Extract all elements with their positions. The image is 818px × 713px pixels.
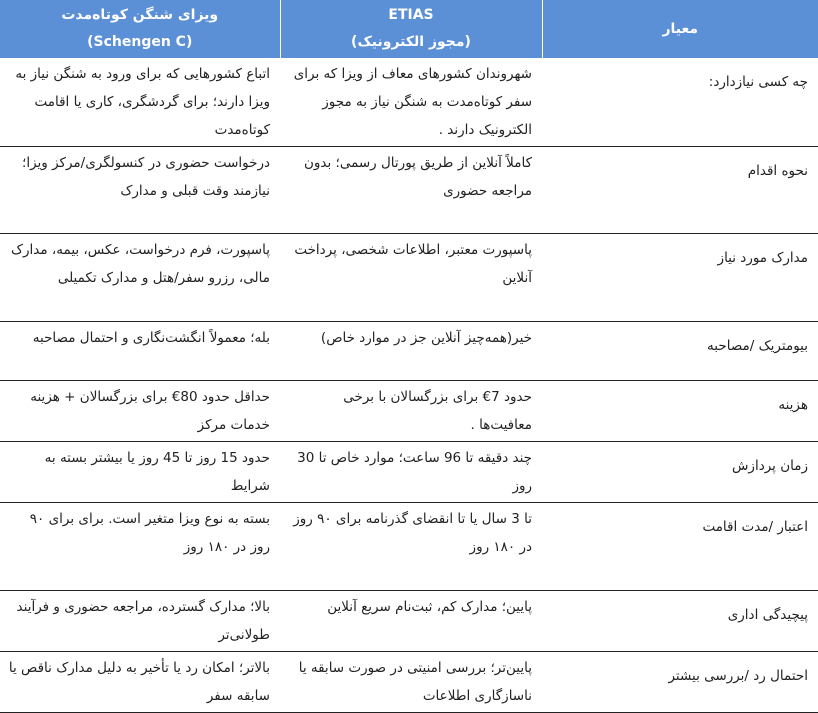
table-row xyxy=(0,442,818,503)
header-schengen-subtitle: (Schengen C) xyxy=(87,34,193,50)
criterion-cell: مدارک مورد نیاز xyxy=(542,234,818,322)
schengen-cell: بسته به نوع ویزا متغیر است. برای برای ۹۰ روز در ۱۸۰ روز xyxy=(0,503,280,591)
table-row xyxy=(0,147,818,234)
header-etias-title: ETIAS xyxy=(388,7,434,23)
schengen-cell: حداقل حدود 80€ برای بزرگسالان + هزینه خدمات مرکز xyxy=(0,381,280,442)
criterion-cell: پیچیدگی اداری xyxy=(542,591,818,652)
header-schengen xyxy=(0,0,280,58)
criterion-cell: نحوه اقدام xyxy=(542,147,818,234)
table-row xyxy=(0,58,818,147)
etias-cell: تا 3 سال یا تا انقضای گذرنامه برای ۹۰ روز در ۱۸۰ روز xyxy=(280,503,542,591)
table-row xyxy=(0,652,818,713)
header-etias xyxy=(280,0,542,58)
schengen-cell: بالا؛ مدارک گسترده، مراجعه حضوری و فرآیند طولانی‌تر xyxy=(0,591,280,652)
header-etias-subtitle: (مجوز الکترونیک) xyxy=(351,34,471,50)
table-row xyxy=(0,503,818,591)
table-header xyxy=(0,0,818,58)
etias-cell: پاسپورت معتبر، اطلاعات شخصی، پرداخت آنلاین xyxy=(280,234,542,322)
header-criterion-label: معیار xyxy=(662,20,699,37)
etias-cell: حدود 7€ برای بزرگسالان با برخی معافیت‌ها . xyxy=(280,381,542,442)
criterion-cell: اعتبار /مدت اقامت xyxy=(542,503,818,591)
schengen-cell: اتباع کشورهایی که برای ورود به شنگن نیاز به ویزا دارند؛ برای گردشگری، کاری یا اقامت کوتاه‌مدت xyxy=(0,58,280,147)
criterion-cell: احتمال رد /بررسی بیشتر xyxy=(542,652,818,713)
criterion-cell: چه کسی نیازدارد: xyxy=(542,58,818,147)
etias-cell: پایین‌تر؛ بررسی امنیتی در صورت سابقه یا ناسازگاری اطلاعات xyxy=(280,652,542,713)
schengen-cell: درخواست حضوری در کنسولگری/مرکز ویزا؛ نیازمند وقت قبلی و مدارک xyxy=(0,147,280,234)
etias-cell: کاملاً آنلاین از طریق پورتال رسمی؛ بدون مراجعه حضوری xyxy=(280,147,542,234)
schengen-cell: بله؛ معمولاً انگشت‌نگاری و احتمال مصاحبه xyxy=(0,322,280,381)
table-row xyxy=(0,381,818,442)
header-criterion xyxy=(542,0,818,58)
criterion-cell: زمان پردازش xyxy=(542,442,818,503)
schengen-cell: حدود 15 روز تا 45 روز یا بیشتر بسته به شرایط xyxy=(0,442,280,503)
table-row xyxy=(0,591,818,652)
etias-cell: خیر(همه‌چیز آنلاین جز در موارد خاص) xyxy=(280,322,542,381)
etias-cell: چند دقیقه تا 96 ساعت؛ موارد خاص تا 30 روز xyxy=(280,442,542,503)
criterion-cell: بیومتریک /مصاحبه xyxy=(542,322,818,381)
etias-cell: پایین؛ مدارک کم، ثبت‌نام سریع آنلاین xyxy=(280,591,542,652)
schengen-cell: پاسپورت، فرم درخواست، عکس، بیمه، مدارک مالی، رزرو سفر/هتل و مدارک تکمیلی xyxy=(0,234,280,322)
etias-cell: شهروندان کشورهای معاف از ویزا که برای سفر کوتاه‌مدت به شنگن نیاز به مجوز الکترونیک دارند . xyxy=(280,58,542,147)
schengen-cell: بالاتر؛ امکان رد یا تأخیر به دلیل مدارک ناقص یا سابقه سفر xyxy=(0,652,280,713)
header-row xyxy=(0,0,818,58)
table-row xyxy=(0,322,818,381)
criterion-cell: هزینه xyxy=(542,381,818,442)
table-row xyxy=(0,234,818,322)
table-body xyxy=(0,58,818,713)
header-schengen-title: ویزای شنگن کوتاه‌مدت xyxy=(61,7,219,23)
